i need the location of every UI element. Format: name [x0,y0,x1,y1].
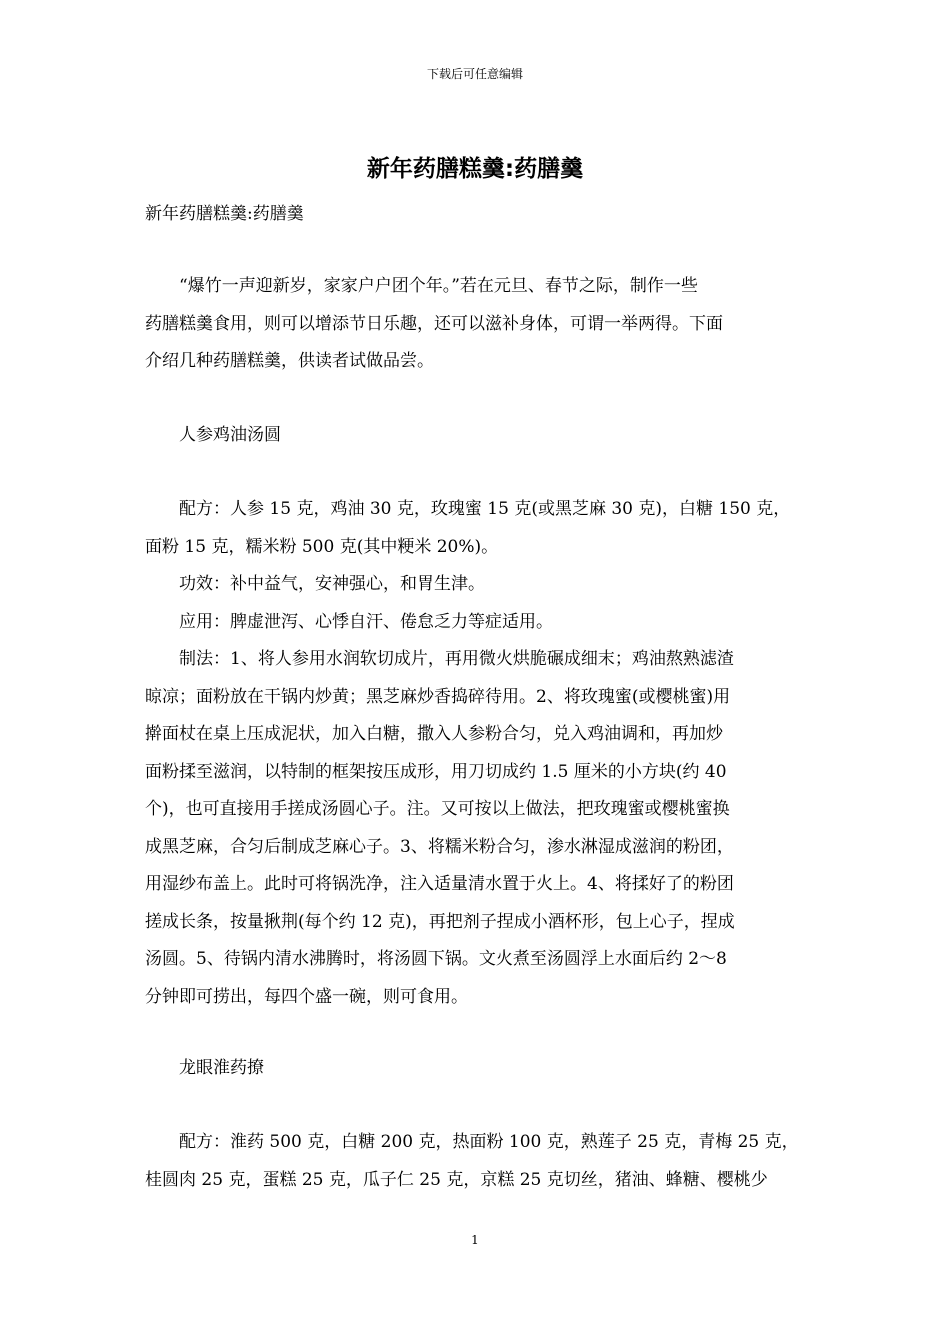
document-title: 新年药膳糕羹:药膳羹 [366,156,584,182]
text-line: 药膳糕羹食用，则可以增添节日乐趣，还可以滋补身体，可谓一举两得。下面 [145,313,723,334]
text-line: 用湿纱布盖上。此时可将锅洗净，注入适量清水置于火上。4、将揉好了的粉团 [145,874,734,894]
text-line: 功效：补中益气，安神强心，和胃生津。 [145,574,485,594]
section1-body [145,491,815,1016]
text-line: 汤圆。5、待锅内清水沸腾时，将汤圆下锅。文火煮至汤圆浮上水面后约 2～8 [145,949,727,969]
intro-paragraph [145,268,815,381]
text-line: 桂圆肉 25 克，蛋糕 25 克，瓜子仁 25 克，京糕 25 克切丝，猪油、蜂糖、樱桃少 [145,1169,768,1190]
text-line: 晾凉；面粉放在干锅内炒黄；黑芝麻炒香捣碎待用。2、将玫瑰蜜(或樱桃蜜)用 [145,686,731,707]
page-number: 1 [471,1233,479,1247]
text-line: “爆竹一声迎新岁，家家户户团个年。”若在元旦、春节之际，制作一些 [145,276,698,296]
page-header: 下载后可任意编辑 [426,67,523,81]
section-heading-text: 龙眼淮药撩 [145,1058,264,1078]
text-line: 配方：淮药 500 克，白糖 200 克，热面粉 100 克，熟莲子 25 克，青梅 25 克， [145,1132,799,1152]
text-line: 制法：1、将人参用水润软切成片，再用微火烘脆碾成细末；鸡油熬熟滤渣 [145,649,734,669]
section2-heading [145,1050,815,1088]
text-line: 个)，也可直接用手搓成汤圆心子。注。又可按以上做法，把玫瑰蜜或樱桃蜜换 [145,799,730,819]
text-line: 成黑芝麻，合匀后制成芝麻心子。3、将糯米粉合匀，渗水淋湿成滋润的粉团， [145,836,734,857]
text-line: 面粉揉至滋润，以特制的框架按压成形，用刀切成约 1.5 厘米的小方块(约 40 [145,761,727,782]
text-line: 介绍几种药膳糕羹，供读者试做品尝。 [145,351,434,371]
text-line: 搓成长条，按量揪荆(每个约 12 克)，再把剂子捏成小酒杯形，包上心子，捏成 [145,911,735,932]
text-line: 分钟即可捞出，每四个盛一碗，则可食用。 [145,986,468,1007]
subtitle-text: 新年药膳糕羹:药膳羹 [145,204,304,224]
section2-body [145,1124,815,1199]
text-line: 擀面杖在桌上压成泥状，加入白糖，撒入人参粉合匀，兑入鸡油调和，再加炒 [145,724,723,744]
subtitle [145,196,815,234]
section-heading-text: 人参鸡油汤圆 [145,425,281,445]
text-line: 面粉 15 克，糯米粉 500 克(其中粳米 20%)。 [145,536,499,557]
section1-heading [145,417,815,455]
text-line: 应用：脾虚泄泻、心悸自汗、倦怠乏力等症适用。 [145,611,553,632]
text-line: 配方：人参 15 克，鸡油 30 克，玫瑰蜜 15 克(或黑芝麻 30 克)，白糖 150 克， [145,499,791,519]
